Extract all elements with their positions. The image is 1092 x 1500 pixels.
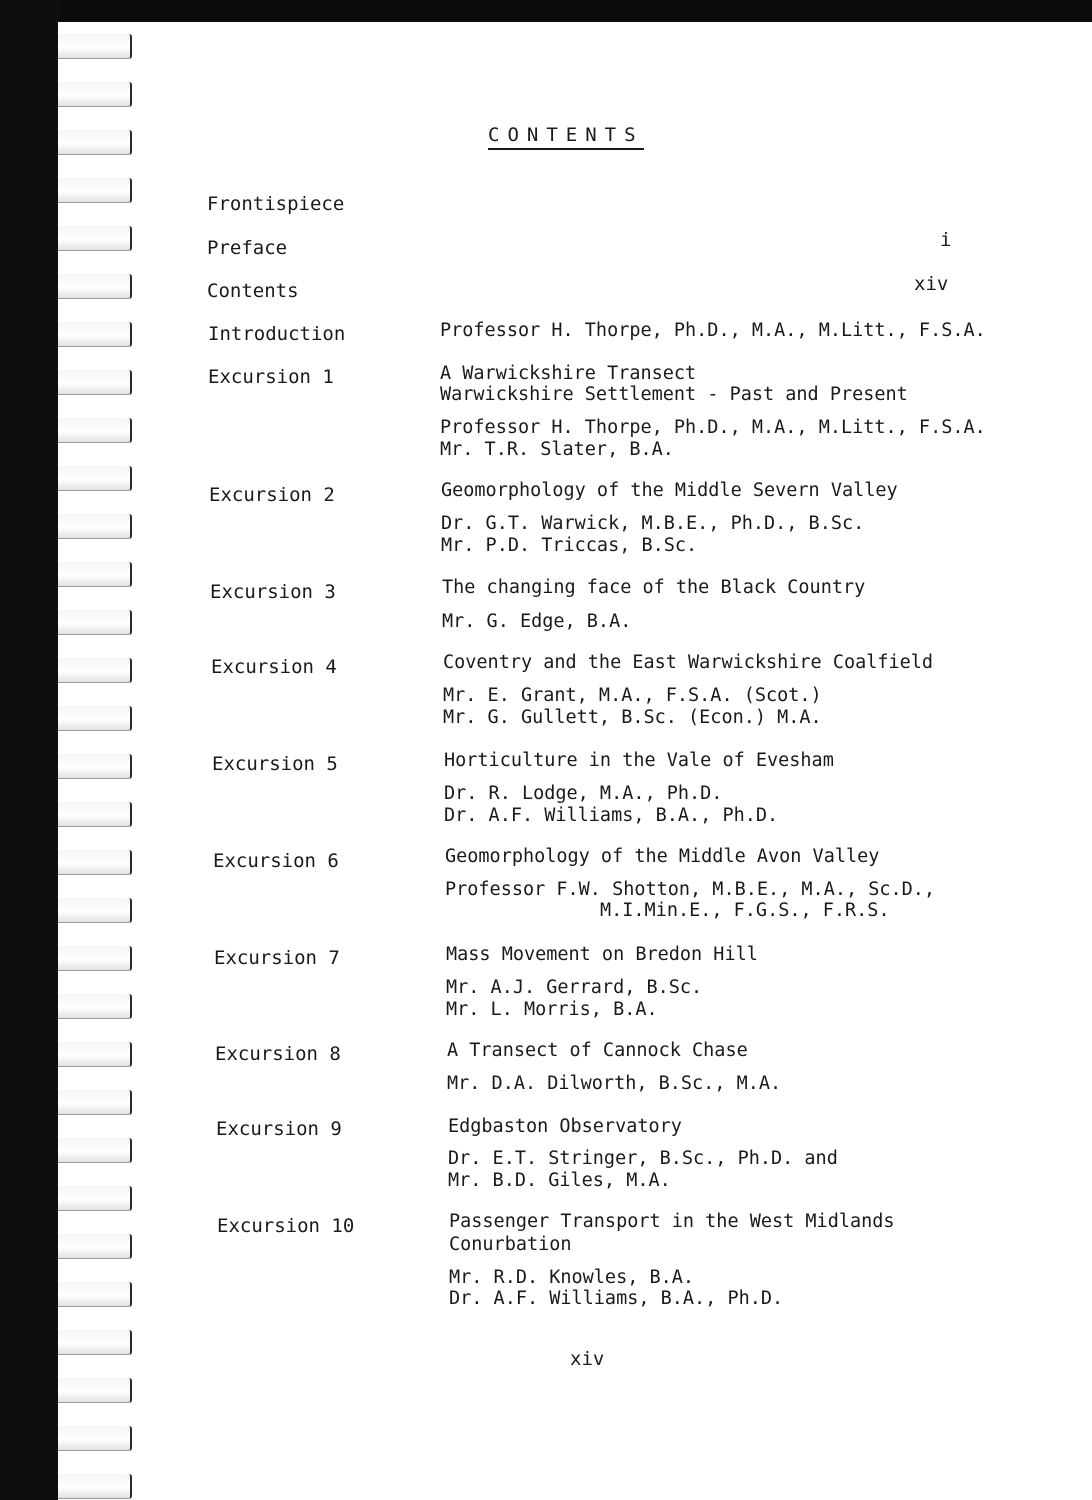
toc-author-line: Dr. R. Lodge, M.A., Ph.D. (444, 783, 723, 804)
binding-coil (58, 466, 132, 491)
toc-excursion-title-line: Horticulture in the Vale of Evesham (444, 750, 834, 771)
toc-label-excursion-5: Excursion 5 (212, 753, 338, 775)
toc-excursion-title-line: Mass Movement on Bredon Hill (446, 944, 758, 965)
toc-author-line: Professor F.W. Shotton, M.B.E., M.A., Sc.D., (445, 879, 936, 900)
spiral-binding (58, 22, 148, 1500)
binding-coil (58, 370, 132, 395)
toc-author-line: Mr. E. Grant, M.A., F.S.A. (Scot.) (443, 685, 822, 706)
toc-label-excursion-2: Excursion 2 (209, 484, 335, 506)
toc-label-excursion-6: Excursion 6 (213, 850, 339, 872)
binding-coil (58, 1090, 132, 1115)
toc-excursion-title-line: A Warwickshire Transect (440, 363, 697, 384)
toc-author-line: Mr. G. Edge, B.A. (442, 611, 632, 632)
binding-coil (58, 82, 132, 107)
binding-coil (58, 610, 132, 635)
toc-excursion-title-line: Geomorphology of the Middle Severn Valley (441, 480, 898, 501)
toc-author-line: Mr. P.D. Triccas, B.Sc. (441, 535, 698, 556)
toc-author-line: Mr. B.D. Giles, M.A. (448, 1170, 671, 1191)
toc-excursion-title-line: Geomorphology of the Middle Avon Valley (445, 846, 880, 867)
binding-coil (58, 130, 132, 155)
binding-coil (58, 1330, 132, 1355)
toc-excursion-title-line: Conurbation (449, 1234, 572, 1255)
toc-author-line: Mr. L. Morris, B.A. (446, 999, 658, 1020)
page-title: CONTENTS (488, 124, 644, 150)
binding-coil (58, 322, 132, 347)
binding-coil (58, 1042, 132, 1067)
binding-coil (58, 274, 132, 299)
toc-author-line: M.I.Min.E., F.G.S., F.R.S. (600, 900, 890, 921)
binding-coil (58, 946, 132, 971)
binding-coil (58, 994, 132, 1019)
toc-page-preface: i (940, 229, 952, 251)
page-number: xiv (570, 1348, 605, 1370)
toc-excursion-title-line: Coventry and the East Warwickshire Coalfield (443, 652, 934, 673)
toc-author-line: Dr. A.F. Williams, B.A., Ph.D. (449, 1288, 784, 1309)
toc-author-line: Dr. A.F. Williams, B.A., Ph.D. (444, 805, 779, 826)
binding-coil (58, 1186, 132, 1211)
toc-label-excursion-10: Excursion 10 (217, 1215, 355, 1237)
toc-label-introduction: Introduction (208, 323, 346, 345)
binding-coil (58, 34, 132, 59)
binding-coil (58, 754, 132, 779)
page-left-shadow (0, 0, 58, 1500)
binding-coil (58, 418, 132, 443)
toc-excursion-title-line: The changing face of the Black Country (442, 577, 866, 598)
toc-excursion-title-line: Edgbaston Observatory (448, 1116, 682, 1137)
binding-coil (58, 850, 132, 875)
toc-label-frontispiece: Frontispiece (207, 193, 345, 215)
toc-author-line: Dr. G.T. Warwick, M.B.E., Ph.D., B.Sc. (441, 513, 865, 534)
toc-author-line: Professor H. Thorpe, Ph.D., M.A., M.Litt., F.S.A. (440, 417, 986, 438)
toc-label-excursion-4: Excursion 4 (211, 656, 337, 678)
toc-author-line: Mr. G. Gullett, B.Sc. (Econ.) M.A. (443, 707, 822, 728)
toc-page-contents: xiv (914, 273, 949, 295)
toc-excursion-title-line: A Transect of Cannock Chase (447, 1040, 748, 1061)
toc-label-excursion-1: Excursion 1 (208, 366, 334, 388)
binding-coil (58, 1474, 132, 1499)
binding-coil (58, 562, 132, 587)
binding-coil (58, 802, 132, 827)
toc-label-excursion-9: Excursion 9 (216, 1118, 342, 1140)
toc-author-line: Mr. D.A. Dilworth, B.Sc., M.A. (447, 1073, 782, 1094)
toc-label-excursion-7: Excursion 7 (214, 947, 340, 969)
toc-author-line: Mr. A.J. Gerrard, B.Sc. (446, 977, 703, 998)
binding-coil (58, 178, 132, 203)
binding-coil (58, 226, 132, 251)
toc-excursion-title-line: Warwickshire Settlement - Past and Present (440, 384, 908, 405)
binding-coil (58, 1426, 132, 1451)
page-top-shadow (0, 0, 1092, 22)
toc-author-line: Dr. E.T. Stringer, B.Sc., Ph.D. and (448, 1148, 838, 1169)
binding-coil (58, 706, 132, 731)
binding-coil (58, 514, 132, 539)
toc-author-line: Mr. T.R. Slater, B.A. (440, 439, 674, 460)
toc-author-line: Mr. R.D. Knowles, B.A. (449, 1267, 695, 1288)
toc-label-excursion-8: Excursion 8 (215, 1043, 341, 1065)
binding-coil (58, 1234, 132, 1259)
binding-coil (58, 898, 132, 923)
binding-coil (58, 1138, 132, 1163)
toc-excursion-title-line: Passenger Transport in the West Midlands (449, 1211, 895, 1232)
toc-label-excursion-3: Excursion 3 (210, 581, 336, 603)
toc-label-contents: Contents (207, 280, 299, 302)
toc-author-line: Professor H. Thorpe, Ph.D., M.A., M.Litt., F.S.A. (440, 320, 986, 341)
binding-coil (58, 1378, 132, 1403)
binding-coil (58, 658, 132, 683)
binding-coil (58, 1282, 132, 1307)
toc-label-preface: Preface (207, 237, 288, 259)
